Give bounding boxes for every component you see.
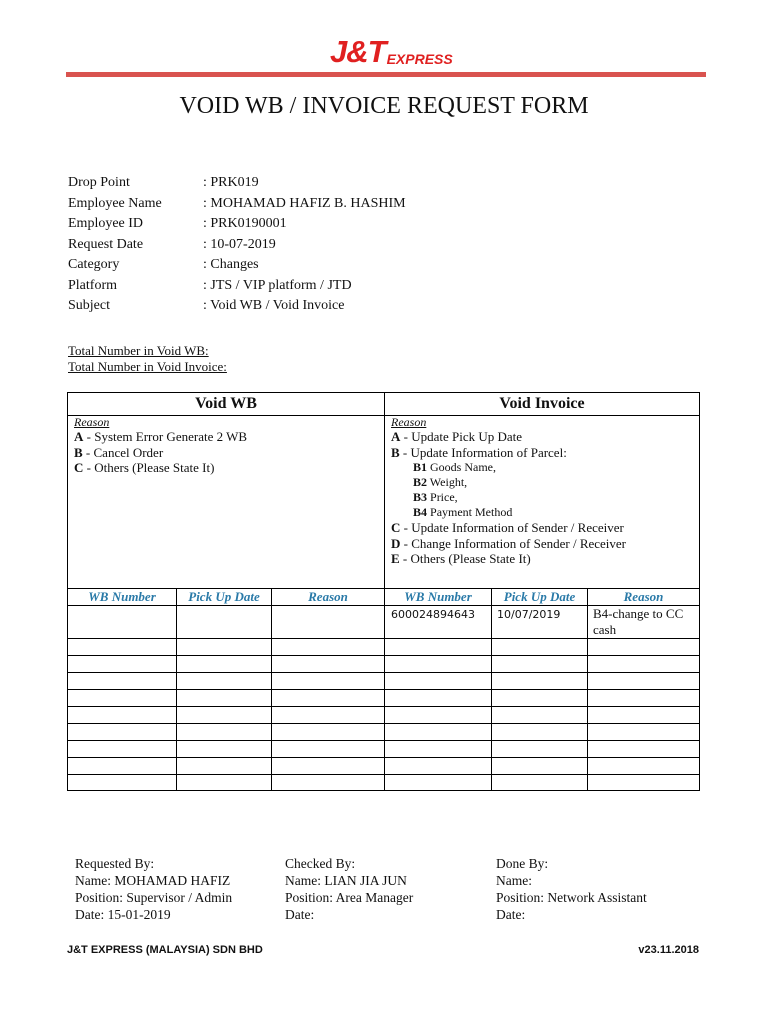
reason-text: - Others (Please State It) bbox=[83, 460, 215, 475]
reason-text: Payment Method bbox=[427, 505, 513, 519]
company-logo bbox=[330, 33, 453, 67]
row-rule bbox=[68, 689, 699, 690]
reason-b bbox=[74, 445, 247, 461]
reason-code: B4 bbox=[413, 505, 428, 519]
reason-code: A bbox=[391, 429, 401, 444]
info-row-platform bbox=[68, 276, 406, 297]
reason-code: E bbox=[391, 551, 400, 566]
reason-text: - Change Information of Sender / Receiver bbox=[400, 535, 627, 551]
reason-code: B2 bbox=[413, 475, 428, 489]
row-rule bbox=[68, 723, 699, 724]
wb-number-cell: 600024894643 bbox=[391, 608, 475, 621]
sig-title: Checked By: bbox=[285, 856, 356, 871]
info-value: : Changes bbox=[203, 257, 259, 272]
info-row-employee-name bbox=[68, 194, 406, 215]
info-row-request-date bbox=[68, 235, 406, 256]
info-label: Platform bbox=[68, 277, 117, 293]
void-wb-reasons bbox=[74, 415, 247, 476]
reason-a bbox=[74, 429, 247, 445]
info-label: Request Date bbox=[68, 236, 144, 252]
sig-position: Position: Network Assistant bbox=[496, 890, 647, 905]
sig-title: Done By: bbox=[496, 856, 549, 871]
form-title: VOID WB / INVOICE REQUEST FORM bbox=[179, 93, 589, 119]
footer-version: v23.11.2018 bbox=[638, 944, 699, 956]
info-value: : MOHAMAD HAFIZ B. HASHIM bbox=[203, 195, 406, 211]
reason-text: - System Error Generate 2 WB bbox=[83, 429, 248, 444]
reason-text: - Update Pick Up Date bbox=[400, 429, 523, 444]
sig-date: Date: bbox=[285, 907, 315, 922]
info-value: : PRK019 bbox=[203, 175, 259, 190]
sig-date: Date: bbox=[496, 907, 526, 922]
sub-reason-b4 bbox=[391, 505, 626, 520]
reason-a bbox=[391, 429, 626, 445]
reason-text: - Update Information of Parcel: bbox=[399, 444, 567, 460]
row-rule bbox=[68, 672, 699, 673]
info-row-drop-point bbox=[68, 173, 406, 194]
totals-block bbox=[68, 343, 227, 375]
col-header-reason: Reason bbox=[623, 589, 664, 604]
col-header-wb-number: WB Number bbox=[88, 589, 156, 604]
col-header-reason: Reason bbox=[308, 589, 348, 604]
sig-name: Name: LIAN JIA JUN bbox=[285, 873, 407, 888]
sig-position: Position: Area Manager bbox=[285, 890, 414, 905]
sig-name: Name: MOHAMAD HAFIZ bbox=[75, 873, 231, 888]
reason-b bbox=[391, 445, 626, 461]
reason-c bbox=[74, 460, 247, 476]
logo-brand: J&T bbox=[330, 34, 386, 69]
sub-reason-b1 bbox=[391, 460, 626, 475]
checked-by-block bbox=[285, 855, 413, 923]
row-rule bbox=[68, 740, 699, 741]
logo-express: EXPRESS bbox=[386, 51, 453, 67]
void-invoice-header: Void Invoice bbox=[499, 395, 585, 412]
reason-text: - Update Information of Sender / Receiver bbox=[400, 520, 624, 535]
reason-code: C bbox=[391, 520, 401, 535]
reason-text: Goods Name, bbox=[427, 460, 497, 474]
info-value: : Void WB / Void Invoice bbox=[203, 298, 345, 313]
info-block bbox=[68, 173, 406, 317]
reason-d bbox=[391, 536, 626, 552]
row-rule bbox=[68, 774, 699, 775]
col-header-pick-up-date: Pick Up Date bbox=[188, 589, 260, 604]
request-table bbox=[67, 392, 700, 791]
info-label: Subject bbox=[68, 298, 110, 313]
info-row-employee-id bbox=[68, 214, 406, 235]
reason-cell: B4-change to CC cash bbox=[593, 606, 684, 637]
reason-text: Weight, bbox=[427, 475, 468, 489]
done-by-block bbox=[496, 855, 647, 923]
sub-reason-b2 bbox=[391, 475, 626, 490]
row-rule bbox=[68, 706, 699, 707]
reason-code: B1 bbox=[413, 460, 428, 474]
reason-title: Reason bbox=[391, 415, 427, 429]
row-rule bbox=[68, 757, 699, 758]
info-label: Category bbox=[68, 257, 120, 272]
reason-c bbox=[391, 520, 626, 536]
reason-e bbox=[391, 551, 626, 567]
info-label: Drop Point bbox=[68, 175, 130, 190]
total-void-invoice: Total Number in Void Invoice: bbox=[68, 359, 227, 374]
reason-text: - Cancel Order bbox=[82, 444, 164, 460]
reason-text: Price, bbox=[427, 490, 458, 504]
info-label: Employee ID bbox=[68, 216, 144, 231]
col-header-pick-up-date: Pick Up Date bbox=[503, 589, 576, 604]
void-invoice-reasons bbox=[391, 415, 626, 567]
info-row-subject bbox=[68, 296, 406, 317]
reason-text: - Others (Please State It) bbox=[399, 551, 531, 566]
footer-company: J&T EXPRESS (MALAYSIA) SDN BHD bbox=[67, 944, 263, 956]
reason-code: B bbox=[74, 444, 83, 460]
reason-code: B bbox=[391, 444, 400, 460]
sig-position: Position: Supervisor / Admin bbox=[75, 890, 233, 905]
void-wb-header: Void WB bbox=[195, 395, 257, 412]
reason-code: D bbox=[391, 535, 401, 551]
sig-date: Date: 15-01-2019 bbox=[75, 907, 171, 922]
reason-code: A bbox=[74, 429, 84, 444]
header-divider bbox=[66, 72, 706, 77]
reason-code: B3 bbox=[413, 490, 428, 504]
sig-name: Name: bbox=[496, 873, 532, 888]
reason-title: Reason bbox=[74, 415, 110, 429]
info-label: Employee Name bbox=[68, 195, 162, 211]
info-value: : 10-07-2019 bbox=[203, 236, 276, 252]
reason-code: C bbox=[74, 460, 84, 475]
info-value: : PRK0190001 bbox=[203, 216, 287, 231]
info-value: : JTS / VIP platform / JTD bbox=[203, 277, 352, 293]
col-header-wb-number: WB Number bbox=[404, 589, 472, 604]
pick-up-date-cell: 10/07/2019 bbox=[497, 608, 561, 621]
requested-by-block bbox=[75, 855, 232, 923]
row-rule bbox=[68, 655, 699, 656]
total-void-wb: Total Number in Void WB: bbox=[68, 343, 209, 358]
row-rule bbox=[68, 638, 699, 639]
info-row-category bbox=[68, 255, 406, 276]
sub-reason-b3 bbox=[391, 490, 626, 505]
sig-title: Requested By: bbox=[75, 856, 155, 871]
